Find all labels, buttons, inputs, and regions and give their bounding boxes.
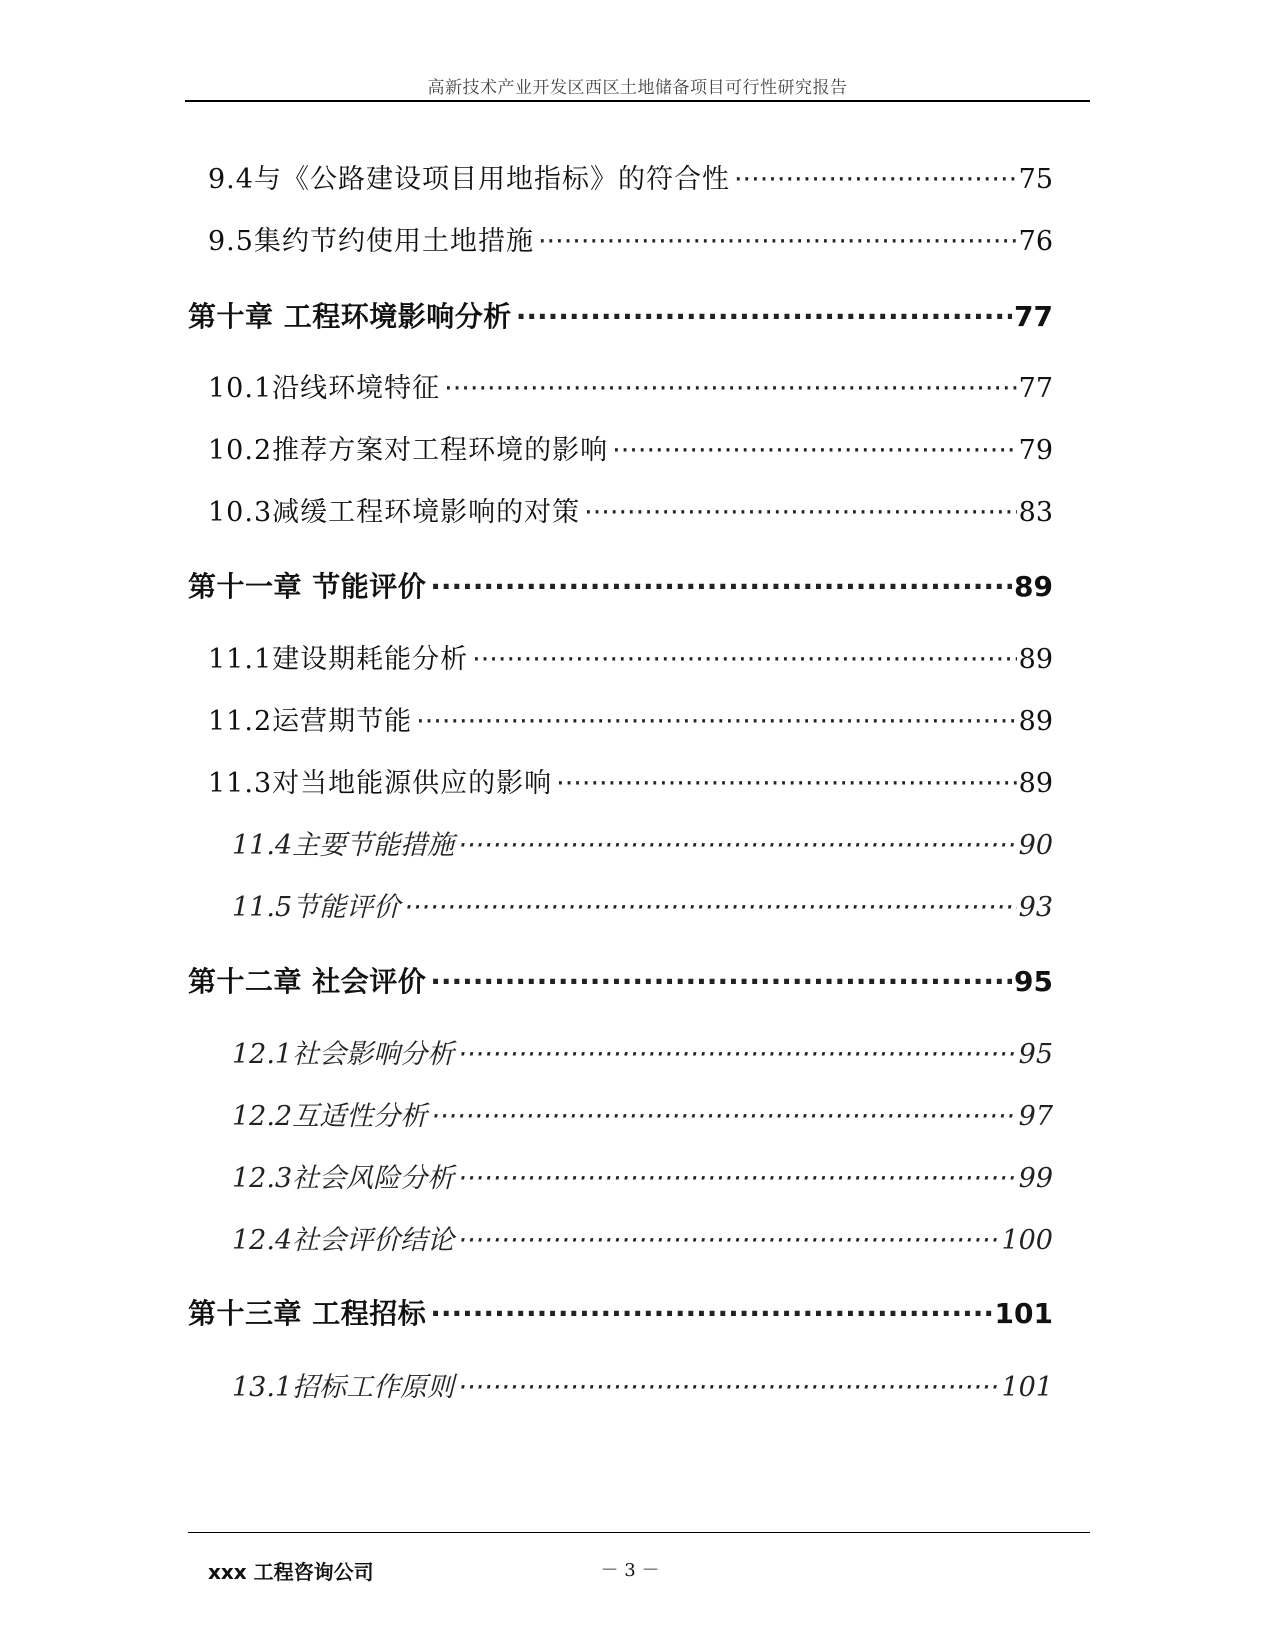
toc-entry-page: 101 (1001, 1372, 1053, 1403)
toc-entry-page: 75 (1018, 164, 1053, 195)
toc-leader-dots (444, 373, 1017, 404)
toc-leader-dots (458, 1225, 999, 1256)
toc-entry-title: 11.5节能评价 (232, 892, 401, 923)
toc-entry-page: 95 (1018, 1039, 1053, 1070)
toc-leader-dots (430, 965, 1012, 998)
toc-entry[interactable] (208, 637, 1053, 676)
toc-leader-dots (458, 1039, 1017, 1070)
toc-entry-page: 76 (1018, 226, 1053, 257)
toc-entry[interactable] (208, 428, 1053, 467)
toc-leader-dots (430, 570, 1012, 603)
toc-entry-title: 11.1建设期耗能分析 (208, 644, 469, 675)
toc-entry-title: 9.4与《公路建设项目用地指标》的符合性 (208, 164, 730, 195)
toc-entry[interactable] (232, 1365, 1053, 1404)
toc-entry[interactable] (232, 1218, 1053, 1257)
toc-entry-title: 10.1沿线环境特征 (208, 373, 441, 404)
toc-chapter-entry[interactable] (188, 295, 1053, 335)
toc-entry[interactable] (208, 219, 1053, 258)
toc-entry-page: 99 (1018, 1163, 1053, 1194)
toc-entry-page: 89 (1018, 706, 1053, 737)
toc-chapter-title: 第十一章 节能评价 (188, 570, 427, 603)
toc-entry-title: 11.2运营期节能 (208, 706, 413, 737)
toc-entry-title: 10.2推荐方案对工程环境的影响 (208, 435, 609, 466)
toc-entry-title: 12.3社会风险分析 (232, 1163, 455, 1194)
header-divider (185, 100, 1090, 102)
toc-leader-dots (458, 830, 1017, 861)
toc-entry-page: 93 (1018, 892, 1053, 923)
toc-entry[interactable] (232, 1032, 1053, 1071)
toc-leader-dots (431, 1101, 1017, 1132)
toc-entry[interactable] (208, 157, 1053, 196)
toc-entry-title: 12.1社会影响分析 (232, 1039, 455, 1070)
toc-entry-title: 13.1招标工作原则 (232, 1372, 455, 1403)
toc-leader-dots (404, 892, 1017, 923)
toc-chapter-title: 第十章 工程环境影响分析 (188, 300, 512, 333)
toc-entry[interactable] (232, 885, 1053, 924)
toc-leader-dots (584, 497, 1017, 528)
toc-entry-title: 11.4主要节能措施 (232, 830, 455, 861)
toc-entry[interactable] (208, 761, 1053, 800)
toc-entry[interactable] (232, 1094, 1053, 1133)
toc-chapter-title: 第十二章 社会评价 (188, 965, 427, 998)
toc-entry-page: 79 (1018, 435, 1053, 466)
toc-entry-page: 97 (1018, 1101, 1053, 1132)
toc-leader-dots (556, 768, 1017, 799)
toc-leader-dots (458, 1163, 1017, 1194)
toc-leader-dots (538, 226, 1017, 257)
toc-leader-dots (612, 435, 1017, 466)
toc-chapter-entry[interactable] (188, 960, 1053, 1000)
toc-entry-title: 12.4社会评价结论 (232, 1225, 455, 1256)
toc-entry-page: 77 (1018, 373, 1053, 404)
toc-chapter-title: 第十三章 工程招标 (188, 1297, 427, 1330)
toc-entry-page: 89 (1014, 570, 1053, 603)
toc-chapter-entry[interactable] (188, 565, 1053, 605)
toc-entry[interactable] (208, 490, 1053, 529)
footer-page-number: － 3 － (600, 1560, 660, 1581)
toc-chapter-entry[interactable] (188, 1292, 1053, 1332)
footer-divider (188, 1532, 1090, 1533)
toc-leader-dots (472, 644, 1017, 675)
toc-entry[interactable] (208, 699, 1053, 738)
toc-entry-page: 77 (1014, 300, 1053, 333)
toc-entry-page: 89 (1018, 644, 1053, 675)
toc-leader-dots (516, 300, 1012, 333)
toc-entry-page: 101 (994, 1297, 1053, 1330)
toc-entry-title: 12.2互适性分析 (232, 1101, 428, 1132)
footer-company-name: xxx 工程咨询公司 (208, 1560, 374, 1584)
toc-entry-page: 100 (1001, 1225, 1053, 1256)
toc-entry-title: 9.5集约节约使用土地措施 (208, 226, 534, 257)
toc-entry-page: 95 (1014, 965, 1053, 998)
toc-entry-page: 83 (1018, 497, 1053, 528)
toc-entry-page: 90 (1018, 830, 1053, 861)
toc-leader-dots (734, 164, 1017, 195)
toc-leader-dots (416, 706, 1017, 737)
toc-entry-title: 10.3减缓工程环境影响的对策 (208, 497, 581, 528)
toc-leader-dots (458, 1372, 999, 1403)
toc-entry-page: 89 (1018, 768, 1053, 799)
toc-leader-dots (430, 1297, 992, 1330)
toc-entry[interactable] (232, 1156, 1053, 1195)
page-header-title: 高新技术产业开发区西区土地储备项目可行性研究报告 (427, 78, 848, 98)
toc-entry[interactable] (208, 366, 1053, 405)
toc-entry-title: 11.3对当地能源供应的影响 (208, 768, 553, 799)
toc-entry[interactable] (232, 823, 1053, 862)
